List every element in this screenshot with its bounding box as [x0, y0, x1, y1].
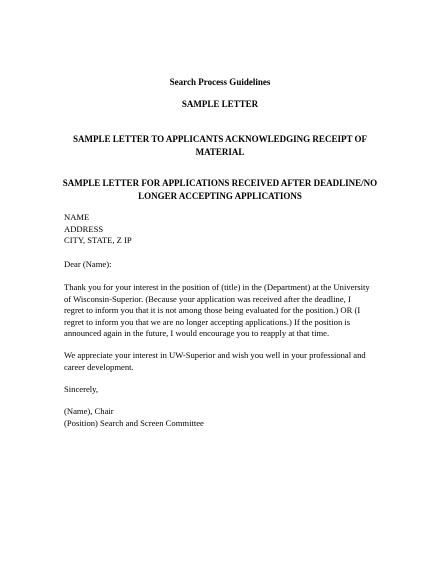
signature-line: (Position) Search and Screen Committee	[64, 417, 204, 428]
address-line: ADDRESS	[64, 223, 104, 234]
guidelines-title: Search Process Guidelines	[169, 77, 271, 87]
paragraph-line: announced again in the future, I would encourage you to reapply at that time.	[64, 328, 330, 339]
letter-paragraph-2	[64, 350, 376, 373]
address-line: CITY, STATE, Z IP	[64, 235, 132, 246]
sample-letter-heading: SAMPLE LETTER	[181, 99, 259, 109]
paragraph-line: career development.	[64, 361, 134, 372]
acknowledgment-heading-line: MATERIAL	[195, 147, 245, 157]
paragraph-line: Thank you for your interest in the position of (title) in the (Department) at the University	[64, 282, 370, 292]
deadline-heading	[0, 177, 440, 203]
recipient-address	[64, 212, 376, 247]
paragraph-line: regret to inform you that we are no longer accepting applications.) If the position is	[64, 316, 351, 327]
signature-line: (Name), Chair	[64, 406, 114, 416]
salutation: Dear (Name):	[64, 259, 112, 269]
letter-paragraph-1	[64, 282, 376, 340]
acknowledgment-heading	[0, 133, 440, 159]
deadline-heading-line: LONGER ACCEPTING APPLICATIONS	[138, 191, 302, 201]
paragraph-line: We appreciate your interest in UW-Superior and wish you well in your professional and	[64, 350, 366, 360]
paragraph-line: of Wisconsin-Superior. (Because your application was received after the deadline, I	[64, 293, 351, 304]
deadline-heading-line: SAMPLE LETTER FOR APPLICATIONS RECEIVED AFTER DEADLINE/NO	[62, 178, 378, 188]
acknowledgment-heading-line: SAMPLE LETTER TO APPLICANTS ACKNOWLEDGING RECEIPT OF	[72, 134, 368, 144]
address-line: NAME	[64, 212, 90, 222]
signature-block	[64, 406, 376, 429]
paragraph-line: regret to inform you that it is not among those being evaluated for the position.) OR (I	[64, 305, 361, 316]
closing: Sincerely,	[64, 384, 99, 394]
